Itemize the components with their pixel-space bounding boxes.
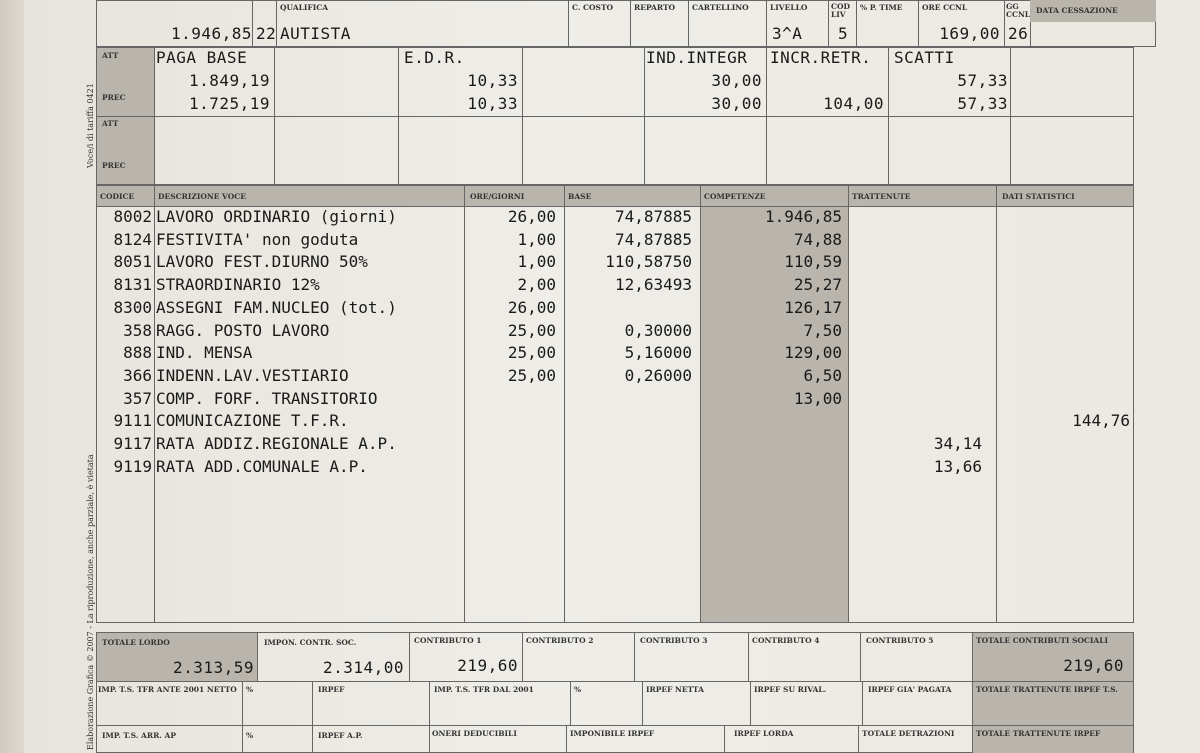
giorni-value: 22 [256, 24, 277, 43]
irpef-label: IRPEF [318, 685, 345, 694]
voce-ore: 25,00 [507, 343, 556, 363]
col-ore-giorni: ORE/GIORNI [470, 192, 525, 201]
voci-header-band [97, 186, 1133, 206]
edr-att: 10,33 [467, 71, 518, 90]
contributo4-label: CONTRIBUTO 4 [752, 636, 820, 645]
voce-competenze: 25,27 [793, 275, 842, 295]
copyright-side-label: Elaborazione Grafica © 2007 - La riproduzione, anche parziale, è vietata [86, 454, 95, 750]
totale-tratt-irpef-ts-label: TOTALE TRATTENUTE IRPEF T.S. [976, 685, 1118, 694]
voce-ore: 26,00 [507, 297, 556, 317]
voce-base: 0,30000 [624, 320, 692, 340]
prec-label: PREC [102, 93, 126, 102]
voce-codice: 9119 [113, 456, 152, 476]
contributo3-label: CONTRIBUTO 3 [640, 636, 708, 645]
totale-contributi-label: TOTALE CONTRIBUTI SOCIALI [976, 636, 1108, 645]
voce-competenze: 126,17 [784, 297, 842, 317]
att-label-2: ATT [102, 119, 119, 128]
totale-contributi-value: 219,60 [1063, 656, 1124, 675]
voce-descrizione: LAVORO FEST.DIURNO 50% [156, 252, 368, 272]
voce-descrizione: STRAORDINARIO 12% [156, 275, 320, 295]
voce-descrizione: RATA ADD.COMUNALE A.P. [156, 456, 368, 476]
imp-ts-tfr-dal-label: IMP. T.S. TFR DAL 2001 [434, 685, 534, 694]
voce-codice: 9117 [113, 434, 152, 453]
edr-prec: 10,33 [467, 94, 518, 113]
voce-codice: 358 [123, 320, 152, 340]
voce-dati: 144,76 [1072, 411, 1130, 431]
pct-label-3: % [246, 731, 254, 740]
importo-value: 1.946,85 [170, 24, 252, 43]
voce-codice: 366 [123, 365, 152, 385]
voce-competenze: 13,00 [793, 388, 842, 408]
voce-base: 74,87885 [614, 229, 692, 249]
livello-label: LIVELLO [770, 3, 808, 12]
voce-base: 110,58750 [605, 252, 692, 272]
voce-codice: 8002 [113, 207, 152, 226]
payslip-paper [24, 0, 1200, 753]
tariffa-side-label: Voce/i di tariffa 0421 [86, 83, 95, 168]
col-competenze: COMPETENZE [704, 192, 766, 201]
cartellino-label: CARTELLINO [692, 3, 749, 12]
voce-base: 0,26000 [624, 365, 692, 385]
voce-competenze: 129,00 [784, 343, 842, 363]
voce-ore: 2,00 [517, 275, 556, 295]
col-trattenute: TRATTENUTE [852, 192, 911, 201]
reparto-label: REPARTO [634, 3, 676, 12]
voce-codice: 9111 [113, 411, 152, 431]
table-row [24, 343, 1200, 366]
imp-ts-arr-ap-label: IMP. T.S. ARR. AP [102, 731, 176, 740]
data-cessazione-label: DATA CESSAZIONE [1036, 6, 1118, 15]
cod-liv-label: COD LIV [831, 2, 851, 19]
scatti-att: 57,33 [957, 71, 1008, 90]
table-row [24, 457, 1200, 480]
gg-ccnl-label: GG CCNL [1006, 2, 1031, 19]
voce-ore: 25,00 [507, 320, 556, 340]
livello-value: 3^A [772, 24, 803, 43]
table-row [24, 275, 1200, 298]
scatti-prec: 57,33 [957, 94, 1008, 113]
col-base: BASE [568, 192, 592, 201]
totale-lordo-label: TOTALE LORDO [102, 638, 170, 647]
pct-label-2: % [574, 685, 582, 694]
table-row [24, 298, 1200, 321]
table-row [24, 252, 1200, 275]
paga-base-att: 1.849,19 [188, 71, 270, 90]
pct-label: % [246, 685, 254, 694]
voce-codice: 8300 [113, 297, 152, 317]
voce-ore: 25,00 [507, 365, 556, 385]
ore-ccnl-label: ORE CCNL [922, 3, 968, 12]
prec-label-2: PREC [102, 161, 126, 170]
voce-base: 12,63493 [614, 275, 692, 295]
voce-codice: 357 [123, 388, 152, 408]
incr-retr-label: INCR.RETR. [770, 48, 872, 67]
voce-competenze: 1.946,85 [764, 207, 842, 226]
voce-descrizione: COMUNICAZIONE T.F.R. [156, 411, 349, 431]
contributo5-label: CONTRIBUTO 5 [866, 636, 934, 645]
ind-integr-label: IND.INTEGR [646, 48, 748, 67]
paga-base-label: PAGA BASE [156, 48, 248, 67]
voce-descrizione: IND. MENSA [156, 343, 253, 363]
contributo2-label: CONTRIBUTO 2 [526, 636, 594, 645]
oneri-deducibili-label: ONERI DEDUCIBILI [432, 729, 517, 738]
impon-contr-soc-value: 2.314,00 [322, 658, 404, 677]
voce-descrizione: RATA ADDIZ.REGIONALE A.P. [156, 434, 397, 453]
imponibile-irpef-label: IMPONIBILE IRPEF [570, 729, 655, 738]
irpef-gia-pagata-label: IRPEF GIA' PAGATA [868, 685, 952, 694]
voce-descrizione: LAVORO ORDINARIO (giorni) [156, 207, 397, 226]
voce-descrizione: INDENN.LAV.VESTIARIO [156, 365, 349, 385]
voce-competenze: 110,59 [784, 252, 842, 272]
voce-base: 5,16000 [624, 343, 692, 363]
ind-integr-att: 30,00 [711, 71, 762, 90]
voce-ore: 1,00 [517, 252, 556, 272]
voce-descrizione: FESTIVITA' non goduta [156, 229, 359, 249]
voce-codice: 8131 [113, 275, 152, 295]
c-costo-label: C. COSTO [572, 3, 614, 12]
col-descrizione: DESCRIZIONE VOCE [158, 192, 246, 201]
irpef-su-rival-label: IRPEF SU RIVAL. [754, 685, 827, 694]
page-binding-edge [0, 0, 24, 753]
col-dati-statistici: DATI STATISTICI [1002, 192, 1075, 201]
imp-ts-tfr-ante-label: IMP. T.S. TFR ANTE 2001 NETTO [98, 685, 237, 694]
totale-lordo-value: 2.313,59 [172, 658, 254, 677]
voce-codice: 888 [123, 343, 152, 363]
voce-codice: 8051 [113, 252, 152, 272]
voce-competenze: 7,50 [803, 320, 842, 340]
voce-competenze: 6,50 [803, 365, 842, 385]
incr-retr-prec: 104,00 [823, 94, 884, 113]
voce-competenze: 74,88 [793, 229, 842, 249]
contributo1-value: 219,60 [457, 656, 518, 675]
voce-codice: 8124 [113, 229, 152, 249]
col-codice: CODICE [100, 192, 135, 201]
qualifica-value: AUTISTA [280, 24, 351, 43]
totale-tratt-irpef-label: TOTALE TRATTENUTE IRPEF [976, 729, 1101, 738]
paga-base-prec: 1.725,19 [188, 94, 270, 113]
voce-descrizione: COMP. FORF. TRANSITORIO [156, 388, 378, 408]
irpef-netta-label: IRPEF NETTA [646, 685, 704, 694]
gg-ccnl-value: 26 [1008, 24, 1029, 43]
voce-trattenute: 34,14 [933, 434, 982, 453]
impon-contr-soc-label: IMPON. CONTR. SOC. [264, 638, 357, 647]
voce-ore: 26,00 [507, 207, 556, 226]
irpef-ap-label: IRPEF A.P. [318, 731, 363, 740]
qualifica-label: QUALIFICA [280, 3, 329, 12]
table-row [24, 321, 1200, 344]
scatti-label: SCATTI [894, 48, 955, 67]
edr-label: E.D.R. [404, 48, 465, 67]
ind-integr-prec: 30,00 [711, 94, 762, 113]
table-row [24, 389, 1200, 412]
contributo1-label: CONTRIBUTO 1 [414, 636, 482, 645]
pt-label: % P. TIME [860, 3, 903, 12]
voce-ore: 1,00 [517, 229, 556, 249]
voce-base: 74,87885 [614, 207, 692, 226]
table-row [24, 230, 1200, 253]
voce-trattenute: 13,66 [933, 456, 982, 476]
att-label: ATT [102, 51, 119, 60]
totale-detrazioni-label: TOTALE DETRAZIONI [862, 729, 955, 738]
table-row [24, 434, 1200, 457]
table-row [24, 411, 1200, 434]
table-row [24, 207, 1200, 230]
irpef-lorda-label: IRPEF LORDA [734, 729, 794, 738]
cod-liv-value: 5 [838, 24, 849, 43]
voce-descrizione: RAGG. POSTO LAVORO [156, 320, 330, 340]
voce-descrizione: ASSEGNI FAM.NUCLEO (tot.) [156, 297, 397, 317]
ore-ccnl-value: 169,00 [939, 24, 1000, 43]
table-row [24, 366, 1200, 389]
